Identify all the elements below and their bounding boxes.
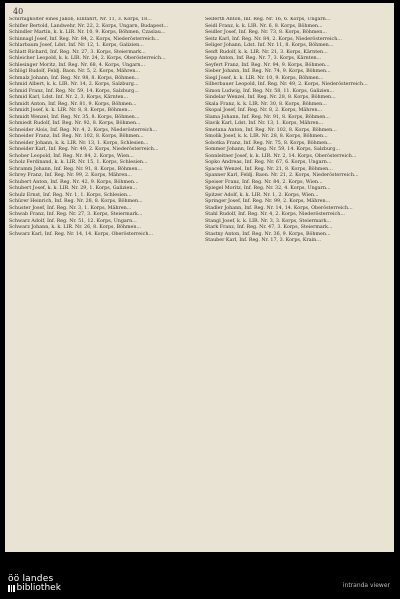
left-column xyxy=(9,17,189,547)
register-entry: Seidl Franz, k. k. LIR. Nr. 6, 8. Korps, Böhmen... xyxy=(205,23,323,29)
viewer-brand-label: intranda viewer xyxy=(342,582,390,589)
register-entry: Schwarz Johann, k. k. LIR. Nr. 26, 8. Korps, Böhmen... xyxy=(9,225,142,230)
register-entry: Schindler Martin, k. k. LIR. Nr. 10, 9. Korps, Böhmen, Czaslau... xyxy=(9,30,166,35)
logo-bars-icon xyxy=(8,585,15,592)
register-entry: Schmiedt Rudolf, Inf. Reg. Nr. 92, 8. Korps, Böhmen... xyxy=(9,121,141,126)
register-entry: Simon Ludwig, Inf. Reg. Nr. 58, 11. Korps, Galizien... xyxy=(205,88,335,94)
register-entry: Sieber Johann, Inf. Reg. Nr. 74, 9. Korps, Böhmen... xyxy=(205,69,331,74)
register-entry: Smolik Josef, k. k. LIR. Nr. 28, 8. Korps, Böhmen... xyxy=(205,134,328,139)
register-entry: Stangl Josef, k. k. LIR. Nr. 3, 3. Korps, Steiermark... xyxy=(205,218,332,224)
register-entry: Spanner Karl, Feldj. Baon. Nr. 21, 2. Korps, Niederösterreich... xyxy=(205,173,359,178)
register-entry: Seyfert Franz, Inf. Reg. Nr. 94, 9. Korps, Böhmen... xyxy=(205,62,330,68)
register-entry: Schmid Albert, k. k. LIR. Nr. 14, 2. Korps, Salzburg... xyxy=(9,82,139,87)
register-entry: Schifler Bertold, Landwehr, Nr. 22, 2. Korps, Ungarn, Budapest... xyxy=(9,23,169,29)
scanned-page xyxy=(5,3,394,552)
logo-line-2: bibliothek xyxy=(16,583,61,593)
page-number: 40 xyxy=(13,7,24,16)
register-entry: Schirnigkolter eines Jakob, Einfahrt, Nr. 11, 3. Korps, 18... xyxy=(9,17,152,22)
register-entry: Schrey Franz, Inf. Reg. Nr. 99, 2. Korps, Mähren... xyxy=(9,173,132,178)
register-entry: Silberbauer Leopold, Inf. Reg. Nr. 49, 2. Korps, Niederösterreich... xyxy=(205,82,368,87)
register-entry: Seitz Karl, Inf. Reg. Nr. 84, 2. Korps, Niederösterreich... xyxy=(205,36,342,42)
register-entry: Schmid Karl, Ldst. Inf. Nr. 2, 3. Korps, Kärnten... xyxy=(9,95,129,100)
register-entry: Stahl Rudolf, Inf. Reg. Nr. 4, 2. Korps, Niederösterreich... xyxy=(205,212,345,217)
logo-line-1: öö landes xyxy=(8,574,54,584)
register-entry: Schwab Franz, Inf. Reg. Nr. 27, 3. Korps, Steiermark... xyxy=(9,212,143,217)
register-entry: Seliger Johann, Ldst. Inf. Nr. 11, 8. Korps, Böhmen... xyxy=(205,43,334,48)
register-entry: Springer Josef, Inf. Reg. Nr. 99, 2. Korps, Mähren... xyxy=(205,199,331,204)
register-entry: Schinnagl Josef, Inf. Reg. Nr. 84, 2. Korps, Niederösterreich... xyxy=(9,36,160,42)
register-entry: Stastny Anton, Inf. Reg. Nr. 36, 9. Korps, Böhmen... xyxy=(205,231,331,237)
register-entry: Schlatt Richard, Inf. Reg. Nr. 27, 3. Korps, Steiermark... xyxy=(9,49,146,55)
register-entry: Sonnleitner Josef, k. k. LIR. Nr. 2, 14. Korps, Oberösterreich... xyxy=(205,153,357,159)
register-entry: Senft Rudolf, k. k. LIR. Nr. 21, 3. Korps, Kärnten... xyxy=(205,49,328,55)
register-entry: Skopal Josef, Inf. Reg. Nr. 8, 2. Korps, Mähren... xyxy=(205,108,323,113)
register-entry: Schlesinger Moritz, Inf. Reg. Nr. 68, 4. Korps, Ungarn... xyxy=(9,62,146,68)
register-entry: Schubert Anton, Inf. Reg. Nr. 42, 9. Korps, Böhmen... xyxy=(9,179,139,185)
library-logo[interactable] xyxy=(8,575,61,593)
register-entry: Sobotka Franz, Inf. Reg. Nr. 75, 8. Korps, Böhmen... xyxy=(205,140,332,146)
register-entry: Schleicher Leopold, k. k. LIR. Nr. 24, 2. Korps, Oberösterreich... xyxy=(9,56,166,61)
register-entry: Sopko Andreas, Inf. Reg. Nr. 67, 6. Korps, Ungarn... xyxy=(205,160,332,165)
register-entry: Spacek Wenzel, Inf. Reg. Nr. 21, 8. Korps, Böhmen... xyxy=(205,166,333,172)
register-entry: Seidler Josef, Inf. Reg. Nr. 73, 8. Korps, Böhmen... xyxy=(205,30,327,35)
register-entry: Stauber Karl, Inf. Reg. Nr. 17, 3. Korps, Krain... xyxy=(205,238,321,243)
register-entry: Scholz Ferdinand, k. k. LIR. Nr. 15, 1. Korps, Schlesien... xyxy=(9,160,148,165)
register-entry: Schlögl Rudolf, Feldj. Baon. Nr. 5, 2. Korps, Mähren... xyxy=(9,69,141,74)
register-entry: Schlarbaum Josef, Ldst. Inf. Nr. 12, 1. Korps, Galizien... xyxy=(9,43,144,48)
register-entry: Schuster Josef, Inf. Reg. Nr. 3, 1. Korps, Mähren... xyxy=(9,205,132,211)
register-entry: Schubert Josef, k. k. LIR. Nr. 29, 1. Korps, Galizien... xyxy=(9,186,138,191)
register-entry: Seiferth Anton, Inf. Reg. Nr. 16, 6. Korps, Ungarn... xyxy=(205,17,331,22)
register-entry: Schmalz Johann, Inf. Reg. Nr. 98, 8. Korps, Böhmen... xyxy=(9,75,140,81)
register-entry: Schulz Ernst, Inf. Reg. Nr. 1, 1. Korps, Schlesien... xyxy=(9,192,132,198)
register-entry: Sommer Johann, Inf. Reg. Nr. 59, 14. Korps, Salzburg... xyxy=(205,147,340,152)
register-entry: Stark Franz, Inf. Reg. Nr. 47, 3. Korps, Steiermark... xyxy=(205,225,333,230)
register-entry: Schwarz Karl, Inf. Reg. Nr. 14, 14. Korps, Oberösterreich... xyxy=(9,231,153,237)
register-entry: Stadler Johann, Inf. Reg. Nr. 14, 14. Korps, Oberösterreich... xyxy=(205,205,353,211)
register-entry: Schmidt Anton, Inf. Reg. Nr. 81, 9. Korps, Böhmen... xyxy=(9,101,137,107)
register-entry: Sindelar Wenzel, Inf. Reg. Nr. 28, 8. Korps, Böhmen... xyxy=(205,95,336,100)
register-entry: Sepp Anton, Inf. Reg. Nr. 7, 3. Korps, Kärnten... xyxy=(205,56,322,61)
register-entry: Schwarz Adolf, Inf. Reg. Nr. 51, 12. Korps, Ungarn... xyxy=(9,218,137,224)
register-entry: Schneider Alois, Inf. Reg. Nr. 4, 2. Korps, Niederösterreich... xyxy=(9,127,158,133)
register-entry: Schmidt Wenzel, Inf. Reg. Nr. 35, 8. Korps, Böhmen... xyxy=(9,114,140,120)
register-entry: Spiegel Moritz, Inf. Reg. Nr. 32, 4. Korps, Ungarn... xyxy=(205,186,331,191)
register-entry: Schneider Franz, Inf. Reg. Nr. 102, 8. Korps, Böhmen... xyxy=(9,134,144,139)
register-entry: Schramm Johann, Inf. Reg. Nr. 91, 8. Korps, Böhmen... xyxy=(9,166,143,172)
register-entry: Schneider Johann, k. k. LIR. Nr. 13, 1. Korps, Schlesien... xyxy=(9,140,149,146)
register-entry: Smetana Anton, Inf. Reg. Nr. 102, 8. Korps, Böhmen... xyxy=(205,127,337,133)
register-entry: Slavik Karl, Ldst. Inf. Nr. 13, 1. Korps, Mähren... xyxy=(205,121,324,126)
register-entry: Schneider Karl, Inf. Reg. Nr. 49, 2. Korps, Niederösterreich... xyxy=(9,147,159,152)
register-entry: Siegl Josef, k. k. LIR. Nr. 10, 9. Korps, Böhmen... xyxy=(205,75,324,81)
register-entry: Speiser Franz, Inf. Reg. Nr. 84, 2. Korps, Wien... xyxy=(205,179,323,185)
register-entry: Schürer Heinrich, Inf. Reg. Nr. 28, 8. Korps, Böhmen... xyxy=(9,199,143,204)
register-entry: Schober Leopold, Inf. Reg. Nr. 84, 2. Korps, Wien... xyxy=(9,153,134,159)
register-entry: Skala Franz, k. k. LIR. Nr. 30, 8. Korps, Böhmen... xyxy=(205,101,327,107)
register-entry: Schmidt Josef, k. k. LIR. Nr. 8, 8. Korps, Böhmen... xyxy=(9,108,133,113)
register-entry: Spitzer Adolf, k. k. LIR. Nr. 1, 2. Korps, Wien... xyxy=(205,192,319,198)
register-entry: Schmid Franz, Inf. Reg. Nr. 59, 14. Korps, Salzburg... xyxy=(9,88,139,94)
register-entry: Slama Johann, Inf. Reg. Nr. 91, 8. Korps, Böhmen... xyxy=(205,114,330,120)
right-column xyxy=(205,17,385,547)
